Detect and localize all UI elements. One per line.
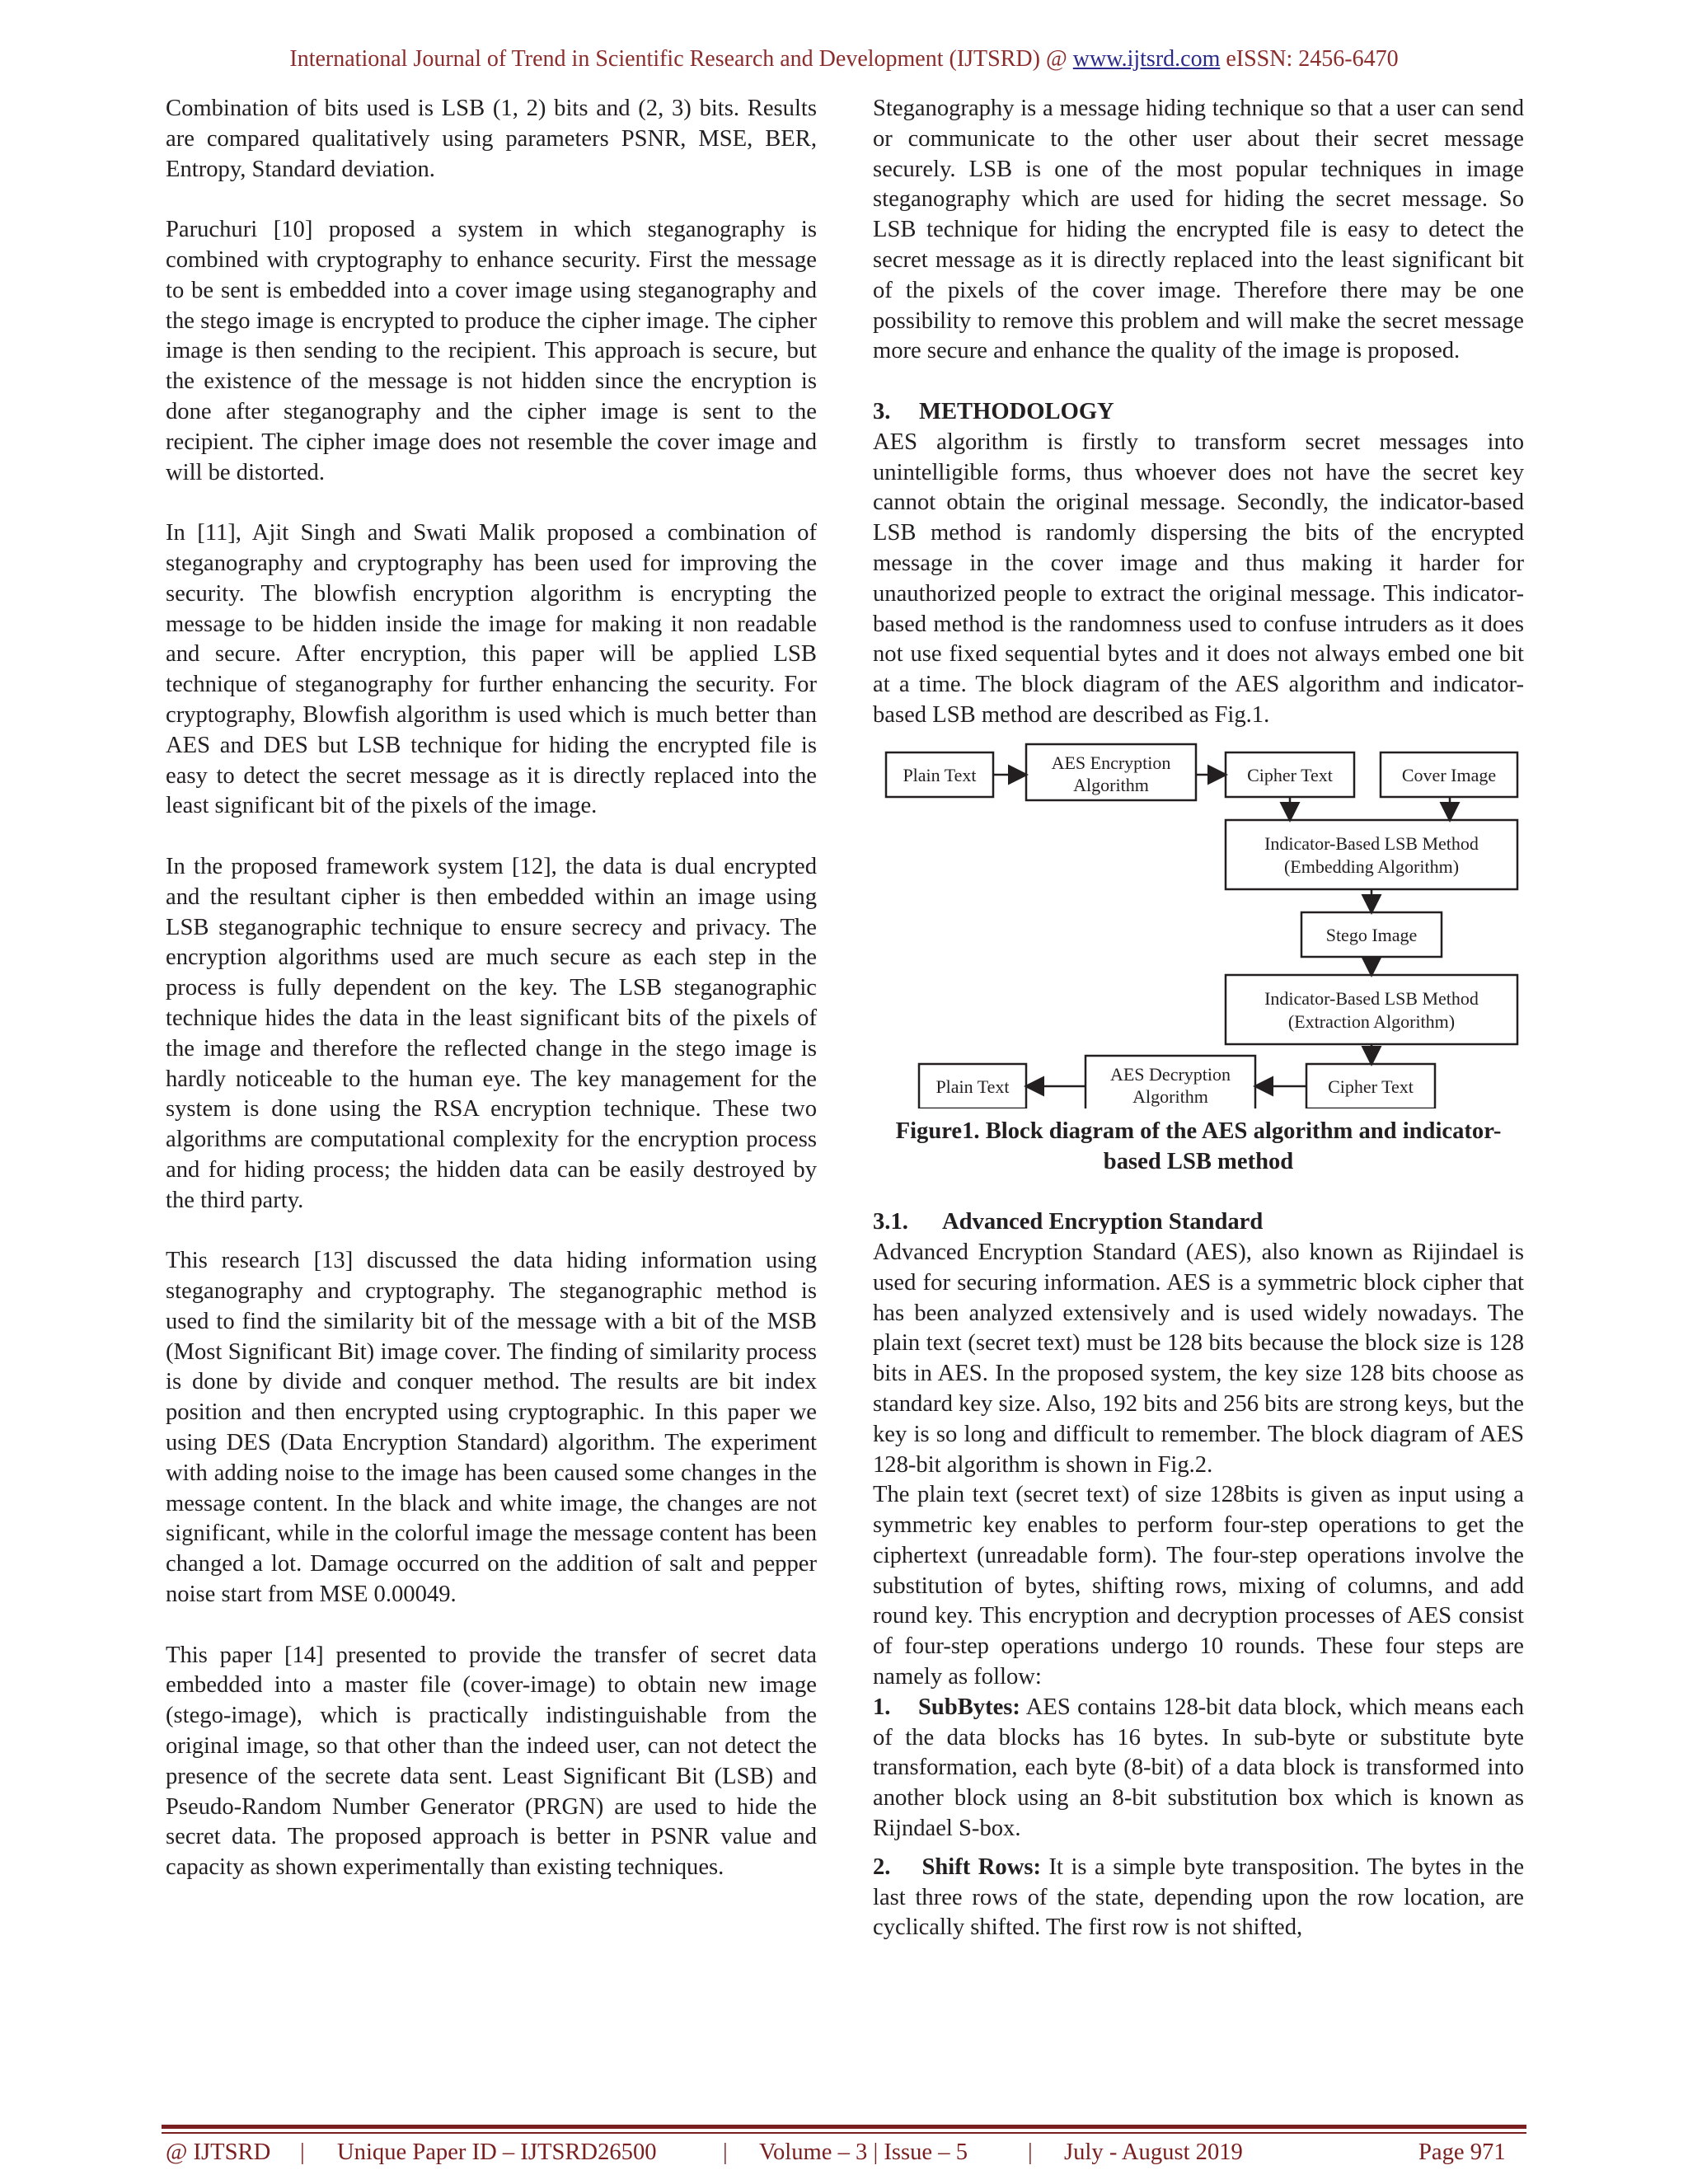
paragraph: In the proposed framework system [12], the data is dual encrypted and the resultant cipher is then embedded within an image using LSB steganographic technique to ensure secrecy and privacy. The encryption algorithms used are much secure as each step in the process is fully dependent on the key. The LSB steganographic technique hides the data in the least significant bits of the pixels of the image and therefore the reflected change in the stego image is hardly noticeable to the human eye. The key management for the system is done using the RSA encryption technique. These two algorithms are computational complexity for the encryption process and for hiding process; the hidden data can be easily destroyed by the third party.	[166, 853, 817, 1213]
extraction-label: Indicator-Based LSB Method	[1264, 987, 1479, 1009]
footer-org: @ IJTSRD	[166, 2139, 271, 2165]
journal-url-link[interactable]: www.ijtsrd.com	[1072, 46, 1221, 72]
paragraph: Advanced Encryption Standard (AES), also known as Rijindael is used for securing information. AES is a symmetric block cipher that has been analyzed extensively and is used widely nowadays. The plain text (secret text) must be 128 bits because the block size is 128 bits in AES. In the proposed system, the key size 128 bits choose as standard key size. Also, 192 bits and 256 bits are strong keys, but the key is so long and difficult to remember. The block diagram of AES 128-bit algorithm is shown in Fig.2.	[873, 1239, 1524, 1478]
footer-separator: |	[723, 2139, 728, 2165]
cipher-text-label: Cipher Text	[1247, 764, 1333, 785]
extraction-label: (Extraction Algorithm)	[1287, 1010, 1456, 1032]
cipher-text-output-label: Cipher Text	[1328, 1076, 1414, 1097]
plain-text-output-label: Plain Text	[935, 1076, 1010, 1097]
section-heading-aes: 3.1. Advanced Encryption Standard	[873, 1209, 1264, 1235]
paragraph: Paruchuri [10] proposed a system in which steganography is combined with cryptography to enhance security. First the message to be sent is embedded into a cover image using steganography and the stego image is encrypted to produce the cipher image. The cipher image is then sending to the recipient. This approach is secure, but the existence of the message is not hidden since the encryption is done after steganography and the cipher image is sent to the recipient. The cipher image does not resemble the cover image and will be distorted.	[166, 217, 817, 485]
footer-rule-thick	[162, 2125, 1526, 2129]
footer-separator: |	[300, 2139, 305, 2165]
paragraph: The plain text (secret text) of size 128bits is given as input using a symmetric key enables to perform four-step operations to get the ciphertext (unreadable form). The four-step operations involve the substitution of bytes, shifting rows, mixing of columns, and add round key. This encryption and decryption processes of AES consist of four-step operations undergo 10 rounds. These four steps are namely as follow:	[873, 1482, 1524, 1690]
embedding-label: (Embedding Algorithm)	[1283, 855, 1460, 877]
paragraph: This research [13] discussed the data hiding information using steganography and cryptography. The steganographic method is used to find the similarity bit of the message with a bit of the MSB (Most Significant Bit) image cover. The finding of similarity process is done by divide and conquer method. The results are bit index position and then encrypted using cryptographic. In this paper we using DES (Data Encryption Standard) algorithm. The experiment with adding noise to the image has been caused some changes in the message content. In the black and white image, the changes are not significant, while in the colorful image the message content has been changed a lot. Damage occurred on the addition of salt and pepper noise start from MSE 0.00049.	[166, 1248, 817, 1608]
figure-caption: Figure1. Block diagram of the AES algorithm and indicator-based LSB method	[895, 1118, 1502, 1174]
footer-separator: |	[1028, 2139, 1033, 2165]
footer-volume: Volume – 3 | Issue – 5	[759, 2139, 968, 2165]
paragraph: Steganography is a message hiding technique so that a user can send or communicate to the other user about their secret message securely. LSB is one of the most popular techniques in image steganography which are used for hiding the secret message. So LSB technique for hiding the encrypted file is easy to detect the secret message as it is directly replaced into the least significant bit of the pixels of the cover image. Therefore there may be one possibility to remove this problem and will make the secret message more secure and enhance the quality of the image is proposed.	[873, 96, 1524, 364]
left-column	[166, 94, 817, 1883]
block-diagram	[873, 739, 1524, 1108]
aes-decryption-label: AES Decryption	[1109, 1063, 1231, 1085]
list-item-shift-rows: 2. Shift Rows: It is a simple byte transposition. The bytes in the last three rows of the state, depending upon the row location, are cyclically shifted. The first row is not shifted,	[873, 1854, 1525, 1941]
stego-image-label: Stego Image	[1325, 924, 1418, 945]
list-item-subbytes: 1. SubBytes: AES contains 128-bit data block, which means each of the data blocks has 16 bytes. In sub-byte or substitute byte transformation, each byte (8-bit) of a data block is transformed into another block using an 8-bit substitution box which is known as Rijndael S-box.	[873, 1694, 1524, 1842]
paragraph: In [11], Ajit Singh and Swati Malik proposed a combination of steganography and cryptography has been used for improving the security. The blowfish encryption algorithm is encrypting the message to be hidden inside the image for making it non readable and secure. After encryption, this paper will be applied LSB technique of steganography for further enhancing the security. For cryptography, Blowfish algorithm is used which is much better than AES and DES but LSB technique for hiding the encrypted file is easy to detect the secret message as it is directly replaced into the least significant bit of the pixels of the image.	[166, 520, 817, 819]
paragraph: AES algorithm is firstly to transform secret messages into unintelligible forms, thus whoever does not have the secret key cannot obtain the original message. Secondly, the indicator-based LSB method is randomly dispersing the bits of the encrypted message in the cover image and thus making it harder for unauthorized people to extract the original message. This indicator-based method is the randomness used to confuse intruders as it does not use fixed sequential bytes and it does not always embed one bit at a time. The block diagram of the AES algorithm and indicator-based LSB method are described as Fig.1.	[873, 429, 1524, 728]
right-column	[873, 94, 1524, 1943]
footer-date: July - August 2019	[1064, 2139, 1243, 2165]
paragraph: This paper [14] presented to provide the transfer of secret data embedded into a master file (cover-image) to obtain new image (stego-image), which is practically indistinguishable from the original image, so that other than the indeed user, can not detect the presence of the secrete data sent. Least Significant Bit (LSB) and Pseudo-Random Number Generator (PRGN) are used to hide the secret data. The proposed approach is better in PSNR value and capacity as shown experimentally than existing techniques.	[166, 1642, 817, 1881]
footer-rule-thin	[162, 2132, 1526, 2134]
cover-image-label: Cover Image	[1401, 764, 1497, 785]
extraction-algorithm-box	[1226, 975, 1517, 1044]
paragraph: Combination of bits used is LSB (1, 2) bits and (2, 3) bits. Results are compared qualitatively using parameters PSNR, MSE, BER, Entropy, Standard deviation.	[166, 96, 817, 182]
footer-paper-id: Unique Paper ID – IJTSRD26500	[337, 2139, 657, 2165]
aes-decryption-label: Algorithm	[1132, 1085, 1208, 1107]
aes-encryption-label: AES Encryption	[1051, 752, 1171, 773]
embedding-algorithm-box	[1226, 820, 1517, 889]
block-diagram-figure	[873, 739, 1524, 1108]
embedding-label: Indicator-Based LSB Method	[1264, 832, 1479, 854]
journal-name: International Journal of Trend in Scientific Research and Development (IJTSRD) @	[289, 46, 1073, 72]
aes-encryption-label: Algorithm	[1073, 774, 1149, 795]
plain-text-input-label: Plain Text	[903, 764, 977, 785]
footer-page-number: Page 971	[1418, 2139, 1506, 2165]
section-heading-methodology: 3. METHODOLOGY	[873, 398, 1114, 424]
running-header	[0, 46, 1688, 73]
issn: eISSN: 2456-6470	[1220, 46, 1399, 72]
